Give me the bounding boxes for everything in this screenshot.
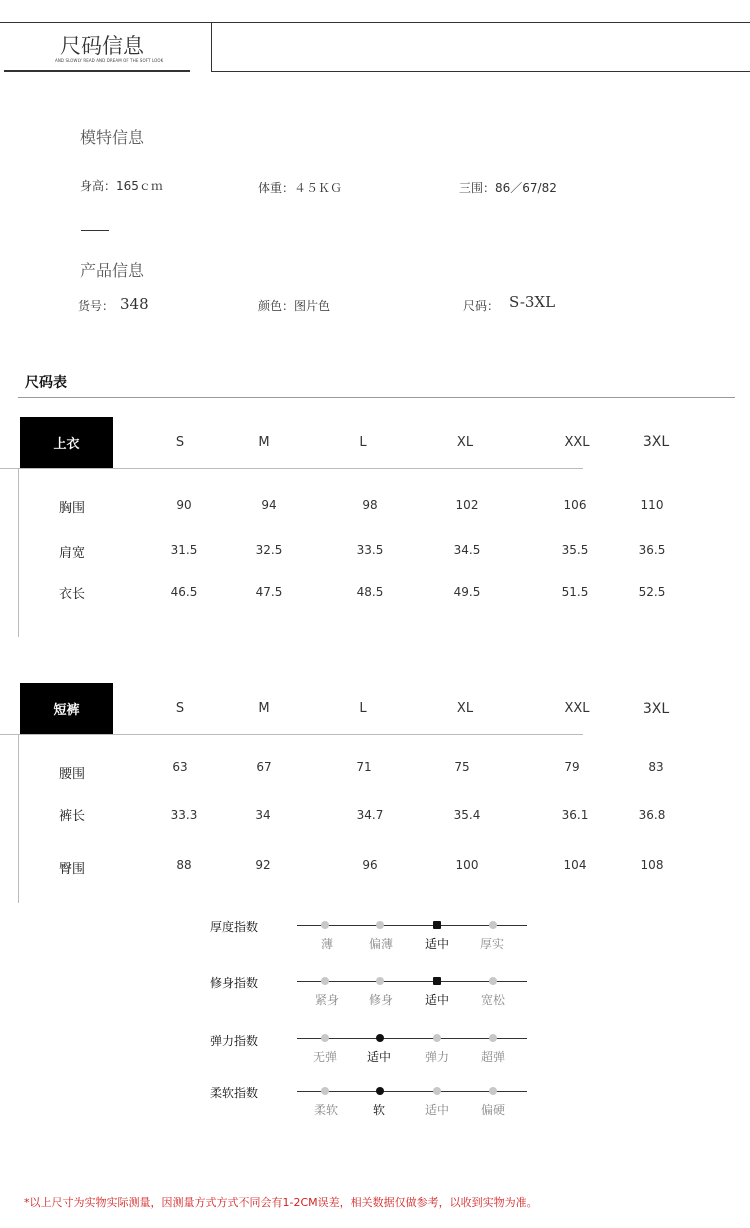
tops-cell: 49.5 (453, 585, 481, 599)
index-option: 宽松 (480, 993, 506, 1007)
tops-size-header: 3XL (642, 434, 670, 450)
index-label: 弹力指数 (210, 1034, 259, 1048)
section-dash (81, 230, 109, 231)
index-dot (489, 977, 497, 985)
tops-left-rule (18, 468, 19, 637)
shorts-cell: 79 (564, 760, 580, 774)
size-chart-title: 尺码表 (25, 375, 67, 391)
index-option: 紧身 (314, 993, 340, 1007)
index-option-selected: 适中 (424, 937, 450, 951)
tops-cell: 48.5 (356, 585, 384, 599)
shorts-size-header: M (258, 701, 270, 716)
shorts-left-rule (18, 734, 19, 903)
shorts-size-header: XXL (564, 701, 590, 716)
index-label: 修身指数 (210, 976, 259, 990)
index-option-selected: 适中 (424, 993, 450, 1007)
index-option-selected: 适中 (366, 1050, 392, 1064)
tops-size-header: XXL (564, 435, 590, 450)
tops-cell: 33.5 (356, 543, 384, 557)
header-divider (211, 22, 212, 72)
tops-size-header: XL (456, 435, 474, 450)
tops-cell: 52.5 (638, 585, 666, 599)
model-measurements: 三围：86／67/82 (459, 181, 557, 195)
index-dot-selected (376, 1087, 384, 1095)
index-dot (321, 1087, 329, 1095)
tops-cell: 46.5 (170, 585, 198, 599)
tops-cell: 90 (176, 498, 192, 512)
index-option: 薄 (320, 937, 334, 951)
index-dot (321, 1034, 329, 1042)
index-option-selected: 软 (372, 1103, 386, 1117)
shorts-cell: 100 (455, 858, 479, 872)
shorts-tag: 短裤 (20, 683, 113, 734)
index-option: 偏薄 (368, 937, 394, 951)
index-dot (321, 921, 329, 929)
shorts-size-header: S (175, 701, 185, 716)
product-info-title: 产品信息 (80, 261, 145, 280)
shorts-cell: 96 (362, 858, 378, 872)
index-label: 厚度指数 (210, 920, 259, 934)
tops-size-header: L (359, 435, 367, 450)
index-option: 偏硬 (480, 1103, 506, 1117)
shorts-size-header: XL (456, 701, 474, 716)
item-no-label: 货号： (78, 299, 115, 313)
index-option: 适中 (424, 1103, 450, 1117)
tops-row-label: 肩宽 (58, 546, 86, 561)
tops-tag: 上衣 (20, 417, 113, 468)
index-label: 柔软指数 (210, 1086, 259, 1100)
tops-cell: 110 (640, 498, 664, 512)
shorts-cell: 34.7 (356, 808, 384, 822)
tops-row-label: 胸围 (58, 501, 86, 516)
size-chart-rule (18, 397, 735, 398)
index-option: 柔软 (313, 1103, 339, 1117)
tops-header-rule (0, 468, 583, 469)
size-range-value: S-3XL (509, 293, 556, 311)
tops-size-header: M (258, 435, 270, 450)
model-height: 身高：165ｃｍ (80, 179, 163, 193)
shorts-cell: 67 (256, 760, 272, 774)
tops-cell: 36.5 (638, 543, 666, 557)
tops-cell: 98 (362, 498, 378, 512)
index-dot (321, 977, 329, 985)
tops-cell: 34.5 (453, 543, 481, 557)
tops-cell: 51.5 (561, 585, 589, 599)
tops-cell: 102 (455, 498, 479, 512)
shorts-cell: 88 (176, 858, 192, 872)
page-subtitle: AND SLOWLY READ AND DREAM OF THE SOFT LOOK (55, 58, 164, 63)
shorts-row-label: 裤长 (58, 809, 86, 824)
product-color: 颜色：图片色 (258, 299, 331, 313)
index-option: 修身 (368, 993, 394, 1007)
index-dot (433, 1034, 441, 1042)
index-dot-selected (376, 1034, 384, 1042)
index-dot-selected (433, 977, 441, 985)
index-dot (433, 1087, 441, 1095)
tops-cell: 47.5 (255, 585, 283, 599)
shorts-header-rule (0, 734, 583, 735)
item-no-value: 348 (120, 295, 149, 313)
tops-cell: 94 (261, 498, 277, 512)
tops-size-header: S (175, 435, 185, 450)
index-option: 弹力 (424, 1050, 450, 1064)
tops-cell: 31.5 (170, 543, 198, 557)
tops-cell: 32.5 (255, 543, 283, 557)
header-bottom-rule (212, 71, 750, 72)
tops-cell: 35.5 (561, 543, 589, 557)
index-dot (489, 1034, 497, 1042)
shorts-cell: 34 (255, 808, 271, 822)
shorts-cell: 83 (648, 760, 664, 774)
shorts-cell: 35.4 (453, 808, 481, 822)
shorts-row-label: 腰围 (58, 767, 86, 782)
shorts-cell: 71 (356, 760, 372, 774)
header-top-rule (0, 22, 750, 23)
index-option: 超弹 (480, 1050, 506, 1064)
shorts-cell: 92 (255, 858, 271, 872)
index-dot (376, 977, 384, 985)
measurement-note: *以上尺寸为实物实际测量，因测量方式方式不同会有1-2CM误差，相关数据仅做参考，以收到实物为准。 (24, 1196, 538, 1209)
index-option: 厚实 (479, 937, 505, 951)
size-range-label: 尺码： (463, 299, 500, 313)
tops-row-label: 衣长 (58, 587, 86, 602)
index-option: 无弹 (312, 1050, 338, 1064)
model-weight: 体重：４５ＫＧ (258, 181, 343, 195)
page-title: 尺码信息 (60, 34, 144, 58)
shorts-cell: 36.1 (561, 808, 589, 822)
shorts-cell: 104 (563, 858, 587, 872)
tops-cell: 106 (563, 498, 587, 512)
shorts-size-header: 3XL (642, 701, 670, 717)
index-dot (489, 921, 497, 929)
index-dot-selected (433, 921, 441, 929)
model-info-title: 模特信息 (80, 128, 145, 147)
shorts-cell: 36.8 (638, 808, 666, 822)
index-dot (376, 921, 384, 929)
shorts-cell: 33.3 (170, 808, 198, 822)
shorts-size-header: L (359, 701, 367, 716)
shorts-cell: 63 (172, 760, 188, 774)
index-dot (489, 1087, 497, 1095)
shorts-cell: 75 (454, 760, 470, 774)
shorts-cell: 108 (640, 858, 664, 872)
shorts-row-label: 臀围 (58, 862, 86, 877)
header-title-underline (4, 70, 190, 72)
